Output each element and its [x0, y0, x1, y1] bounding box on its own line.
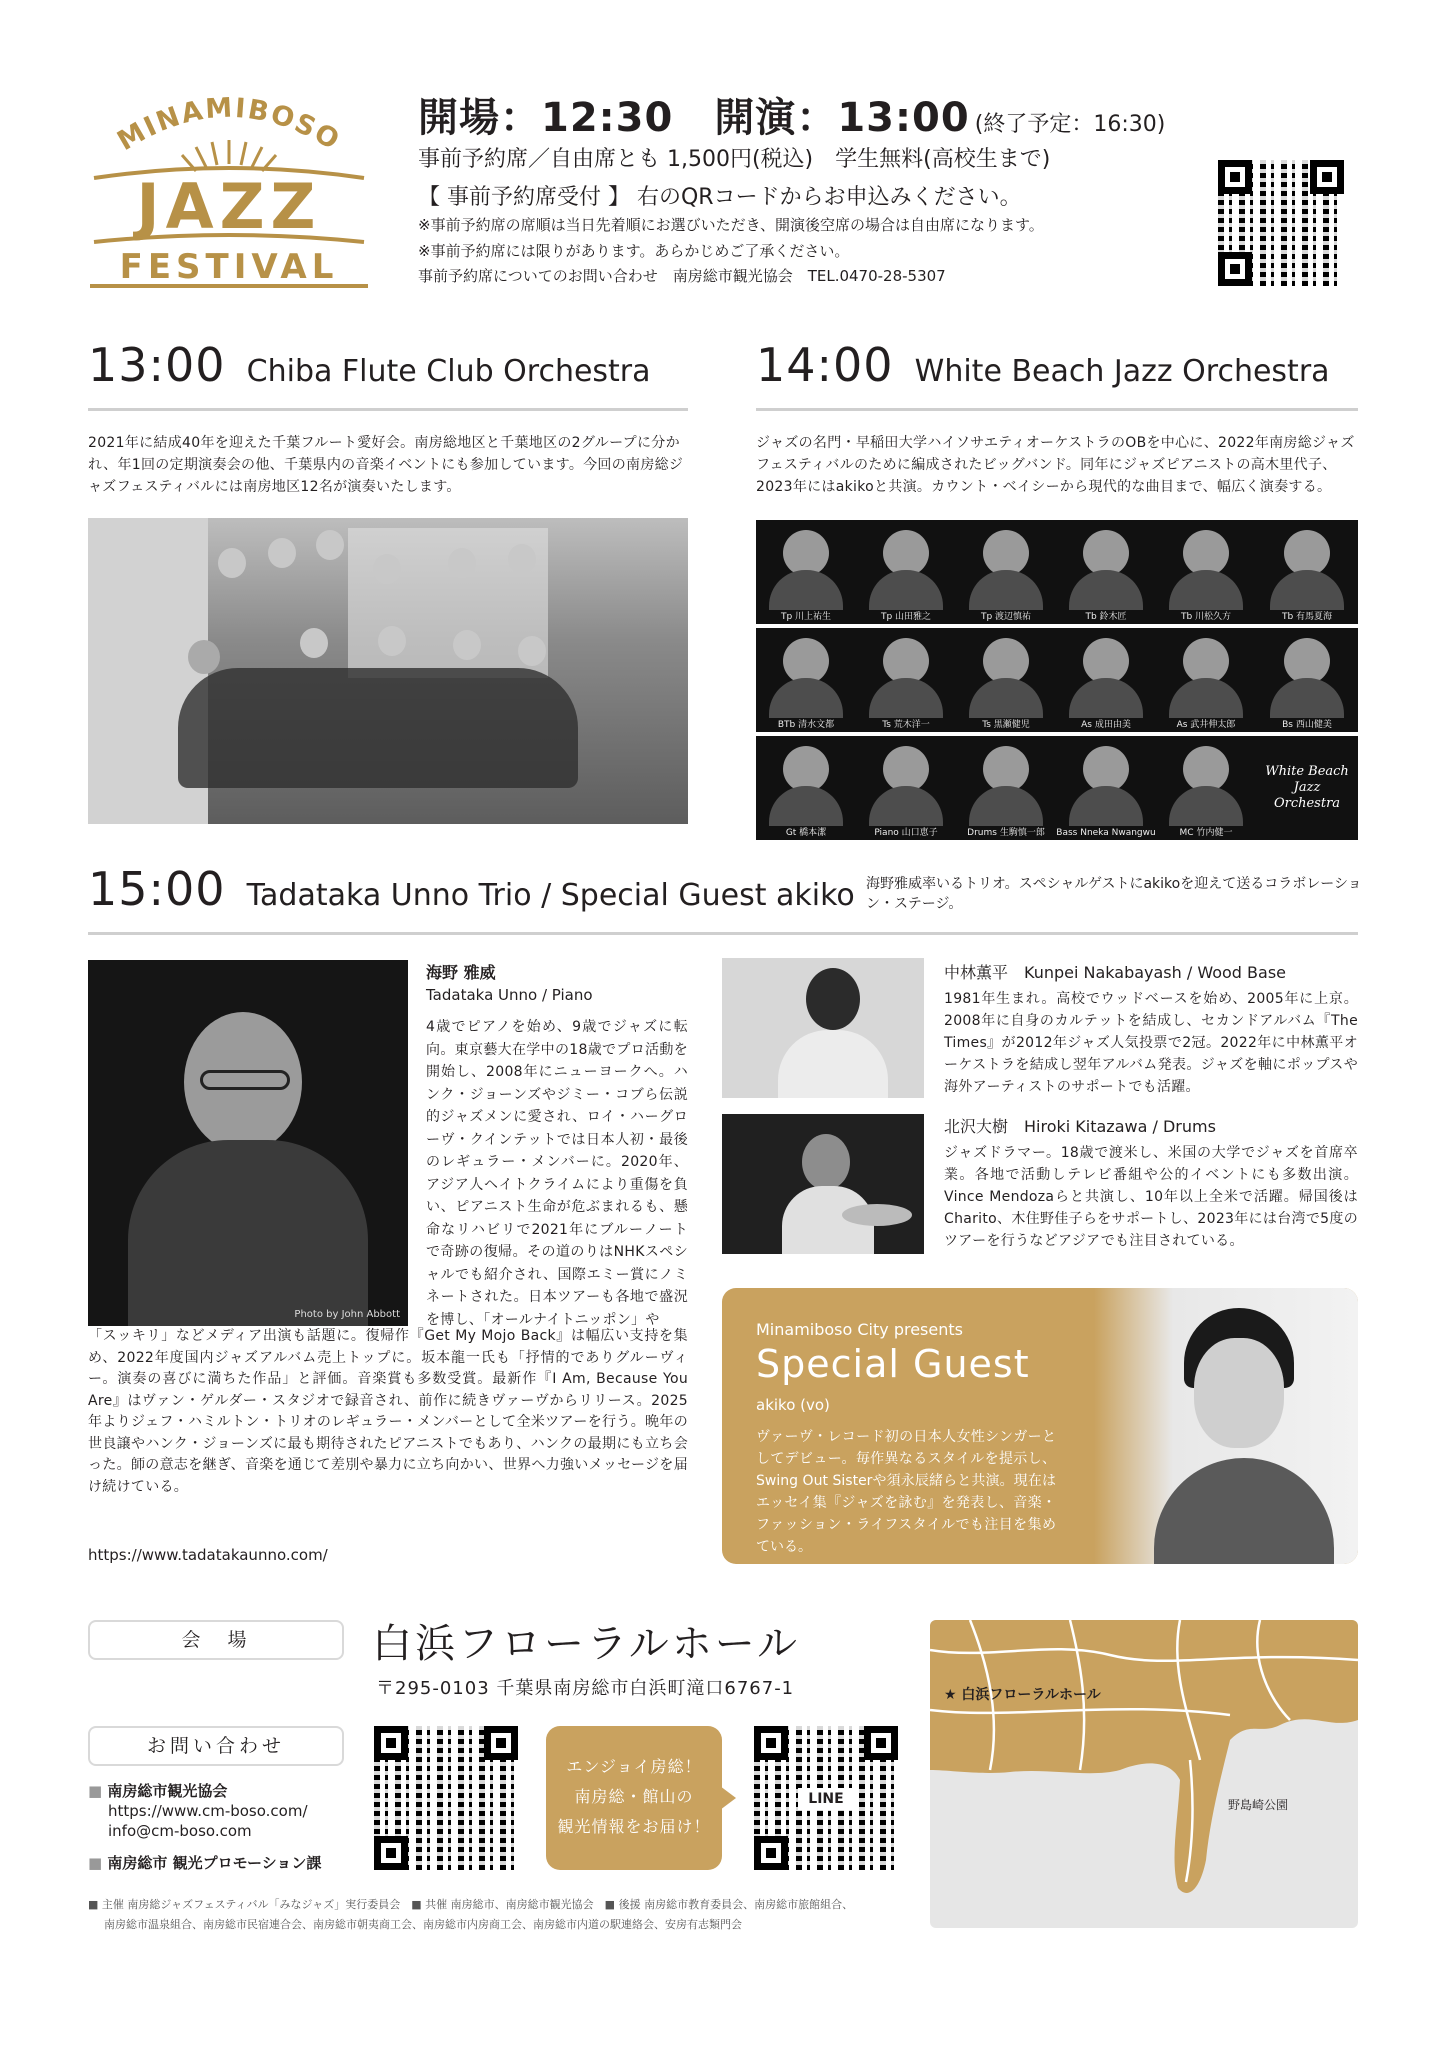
- kitazawa-photo: [722, 1114, 924, 1254]
- set3-time: 15:00: [88, 862, 226, 916]
- map-graphic: [930, 1620, 1358, 1928]
- tourism-qr-code[interactable]: [374, 1726, 518, 1870]
- set2-description: ジャズの名門・早稲田大学ハイソサエティオーケストラのOBを中心に、2022年南房総ジャズフェスティバルのために編成されたビッグバンド。同年にジャズピアニストの高木里代子、2023年にはakikoと共演。カウント・ベイシーから現代的な曲目まで、幅広く演奏する。: [756, 435, 1355, 495]
- logo-mark: [84, 78, 374, 288]
- festival-logo: [84, 78, 374, 288]
- divider: [756, 408, 1358, 411]
- member-photo: Tb 川松久方: [1156, 520, 1256, 624]
- member-photo: Piano 山口恵子: [856, 736, 956, 840]
- member-photo: Tb 有馬夏海: [1256, 520, 1358, 624]
- member-photo: Bass Nneka Nwangwu: [1056, 736, 1156, 840]
- map-park-label: 野島崎公園: [1228, 1798, 1289, 1812]
- unno-name-en: Tadataka Unno / Piano: [426, 986, 593, 1004]
- set1-title: Chiba Flute Club Orchestra: [246, 354, 651, 389]
- seat-note-1: ※事前予約席の席順は当日先着順にお選びいただき、開演後空席の場合は自由席になります。: [418, 216, 1044, 234]
- venue-address: 〒295-0103 千葉県南房総市白浜町滝口6767-1: [376, 1678, 795, 1699]
- nakabayashi-name: 中林薫平 Kunpei Nakabayash / Wood Base: [944, 963, 1287, 982]
- unno-name-jp: 海野 雅威: [426, 963, 496, 982]
- set1-description: 2021年に結成40年を迎えた千葉フルート愛好会。南房総地区と千葉地区の2グループに分かれ、年1回の定期演奏会の他、千葉県内の音楽イベントにも参加しています。今回の南房総ジャズフェスティバルには南房地区12名が演奏いたします。: [88, 435, 684, 495]
- reservation-contact: 事前予約席についてのお問い合わせ 南房総市観光協会 TEL.0470-28-5307: [418, 267, 946, 285]
- svg-text:MINAMIBOSO: MINAMIBOSO: [112, 92, 346, 158]
- guest-name: akiko (vo): [756, 1396, 830, 1414]
- map-hall-label: ★ 白浜フローラルホール: [944, 1687, 1101, 1703]
- member-photo: Ts 荒木洋一: [856, 628, 956, 732]
- svg-text:FESTIVAL: FESTIVAL: [119, 247, 339, 287]
- kitazawa-name: 北沢大樹 Hiroki Kitazawa / Drums: [944, 1117, 1216, 1136]
- member-photo: MC 竹内健一: [1156, 736, 1256, 840]
- organizers-line-2: 南房総市温泉組合、南房総市民宿連合会、南房総市朝夷商工会、南房総市内房商工会、南房総市内道の駅連絡会、安房有志類門会: [104, 1918, 742, 1931]
- akiko-portrait: [1094, 1288, 1358, 1564]
- inquiry-label: お問い合わせ: [88, 1726, 344, 1766]
- set3-title: Tadataka Unno Trio / Special Guest akiko: [246, 878, 855, 913]
- set1-time: 13:00: [88, 338, 226, 392]
- member-photo: Tp 渡辺慎祐: [956, 520, 1056, 624]
- nakabayashi-bio: 1981年生まれ。高校でウッドベースを始め、2005年に上京。2008年に自身のカルテットを結成し、セカンドアルバム『The Times』が2012年ジャズ人気投票で2冠。2022年に中林薫平オーケストラを結成し翌年アルバム発表。ジャズを軸にポップスや海外アーティストのサポートでも活躍。: [944, 991, 1358, 1095]
- unno-website-link[interactable]: https://www.tadatakaunno.com/: [88, 1546, 328, 1564]
- member-photo: Tp 山田雅之: [856, 520, 956, 624]
- member-photo: Tb 鈴木匠: [1056, 520, 1156, 624]
- price-info: 事前予約席／自由席とも 1,500円(税込) 学生無料(高校生まで): [418, 147, 1051, 172]
- member-photo: Gt 橋本潔: [756, 736, 856, 840]
- set3-description: 海野雅威率いるトリオ。スペシャルゲストにakikoを迎えて送るコラボレーション・ステージ。: [866, 876, 1362, 912]
- inquiry-website[interactable]: https://www.cm-boso.com/: [108, 1802, 308, 1820]
- unno-bio: 4歳でピアノを始め、9歳でジャズに転向。東京藝大在学中の18歳でプロ活動を開始し、2008年にニューヨークへ。ハンク・ジョーンズやジミー・コブら伝説的ジャズメンに愛され、ロイ・ハーグローヴ・クインテットでは日本人初・最後のレギュラー・メンバーに。2020年、アジア人ヘイトクライムにより重傷を負い、ピアニスト生命が危ぶまれるも、懸命なリハビリで2021年にブルーノートで奇跡の復帰。その道のりはNHKスペシャルでも紹介され、国際エミー賞にノミネートされた。日本ツアーも各地で盛況を博し、「オールナイトニッポン」や: [426, 1019, 688, 1328]
- divider: [88, 932, 1358, 935]
- flute-club-photo: [88, 518, 688, 824]
- guest-heading: Special Guest: [756, 1342, 1030, 1386]
- member-photo: Tp 川上祐生: [756, 520, 856, 624]
- venue-name: 白浜フローラルホール: [372, 1621, 800, 1667]
- unno-portrait: [88, 960, 408, 1326]
- svg-text:JAZZ: JAZZ: [136, 170, 322, 243]
- member-photo: Bs 西山健美: [1256, 628, 1358, 732]
- member-photo: BTb 清水文都: [756, 628, 856, 732]
- reservation-qr-code[interactable]: [1218, 160, 1344, 286]
- band-logo: White Beach Jazz Orchestra: [1256, 736, 1358, 840]
- guest-presents: Minamiboso City presents: [756, 1320, 963, 1339]
- kitazawa-bio: ジャズドラマー。18歳で渡米し、米国の大学でジャズを首席卒業。各地で活動しテレビ番組や公的イベントにも多数出演。Vince Mendozaらと共演し、10年以上全米で活躍。帰国後はCharito、木住野佳子らをサポートし、2023年には台湾で5度のツアーを行うなどアジアでも注目されている。: [944, 1145, 1358, 1249]
- member-photo: As 成田由美: [1056, 628, 1156, 732]
- member-photo: Ts 黒瀬健児: [956, 628, 1056, 732]
- inquiry-org-1: ■ 南房総市観光協会: [88, 1780, 227, 1801]
- set2-title: White Beach Jazz Orchestra: [914, 354, 1330, 389]
- band-member-grid: [756, 520, 1358, 840]
- open-time: 開場：12:30 開演：13:00: [418, 95, 970, 141]
- line-promo-bubble: エンジョイ房総！ 南房総・館山の 観光情報をお届け！: [546, 1726, 722, 1870]
- seat-note-2: ※事前予約席には限りがあります。あらかじめご了承ください。: [418, 242, 850, 260]
- line-qr-code[interactable]: [754, 1726, 898, 1870]
- end-time-note: (終了予定：16:30): [974, 112, 1166, 137]
- inquiry-email[interactable]: info@cm-boso.com: [108, 1822, 252, 1840]
- unno-bio-continued: 「スッキリ」などメディア出演も話題に。復帰作『Get My Mojo Back』は幅広い支持を集め、2022年度国内ジャズアルバム売上トップに。坂本龍一氏も「抒情的でありグルーヴィー。演奏の喜びに満ちた作品」と評価。音楽賞も多数受賞。最新作『I Am, Because You Are』はヴァン・ゲルダー・スタジオで録音され、前作に続きヴァーヴからリリース。2025年よりジェフ・ハミルトン・トリオのレギュラー・メンバーとして全米ツアーを行う。晩年の世良譲やハンク・ジョーンズに最も期待されたピアニストでもあり、ハンクの最期にも立ち会った。師の意志を継ぎ、音楽を通じて差別や暴力に立ち向かい、世界へ力強いメッセージを届け続けている。: [88, 1328, 688, 1495]
- divider: [88, 408, 688, 411]
- nakabayashi-photo: [722, 958, 924, 1098]
- guest-bio: ヴァーヴ・レコード初の日本人女性シンガーとしてデビュー。毎作異なるスタイルを提示し、Swing Out Sisterや須永辰緒らと共演。現在はエッセイ集『ジャズを詠む』を発表し、音楽・ファッション・ライフスタイルでも注目を集めている。: [756, 1429, 1056, 1555]
- venue-label: 会 場: [88, 1620, 344, 1660]
- member-photo: Drums 生駒慎一郎: [956, 736, 1056, 840]
- member-photo: As 武井伸太郎: [1156, 628, 1256, 732]
- organizers-line-1: ■ 主催 南房総ジャズフェスティバル「みなジャズ」実行委員会 ■ 共催 南房総市、南房総市観光協会 ■ 後援 南房総市教育委員会、南房総市旅館組合、: [88, 1898, 854, 1911]
- inquiry-org-2: ■ 南房総市 観光プロモーション課: [88, 1852, 321, 1873]
- photo-credit: Photo by John Abbott: [294, 1309, 400, 1320]
- line-logo: LINE: [798, 1788, 854, 1810]
- venue-map[interactable]: [930, 1620, 1358, 1928]
- special-guest-panel: [722, 1288, 1358, 1564]
- set2-time: 14:00: [756, 338, 894, 392]
- reservation-info: 【 事前予約席受付 】 右のQRコードからお申込みください。: [418, 185, 1022, 210]
